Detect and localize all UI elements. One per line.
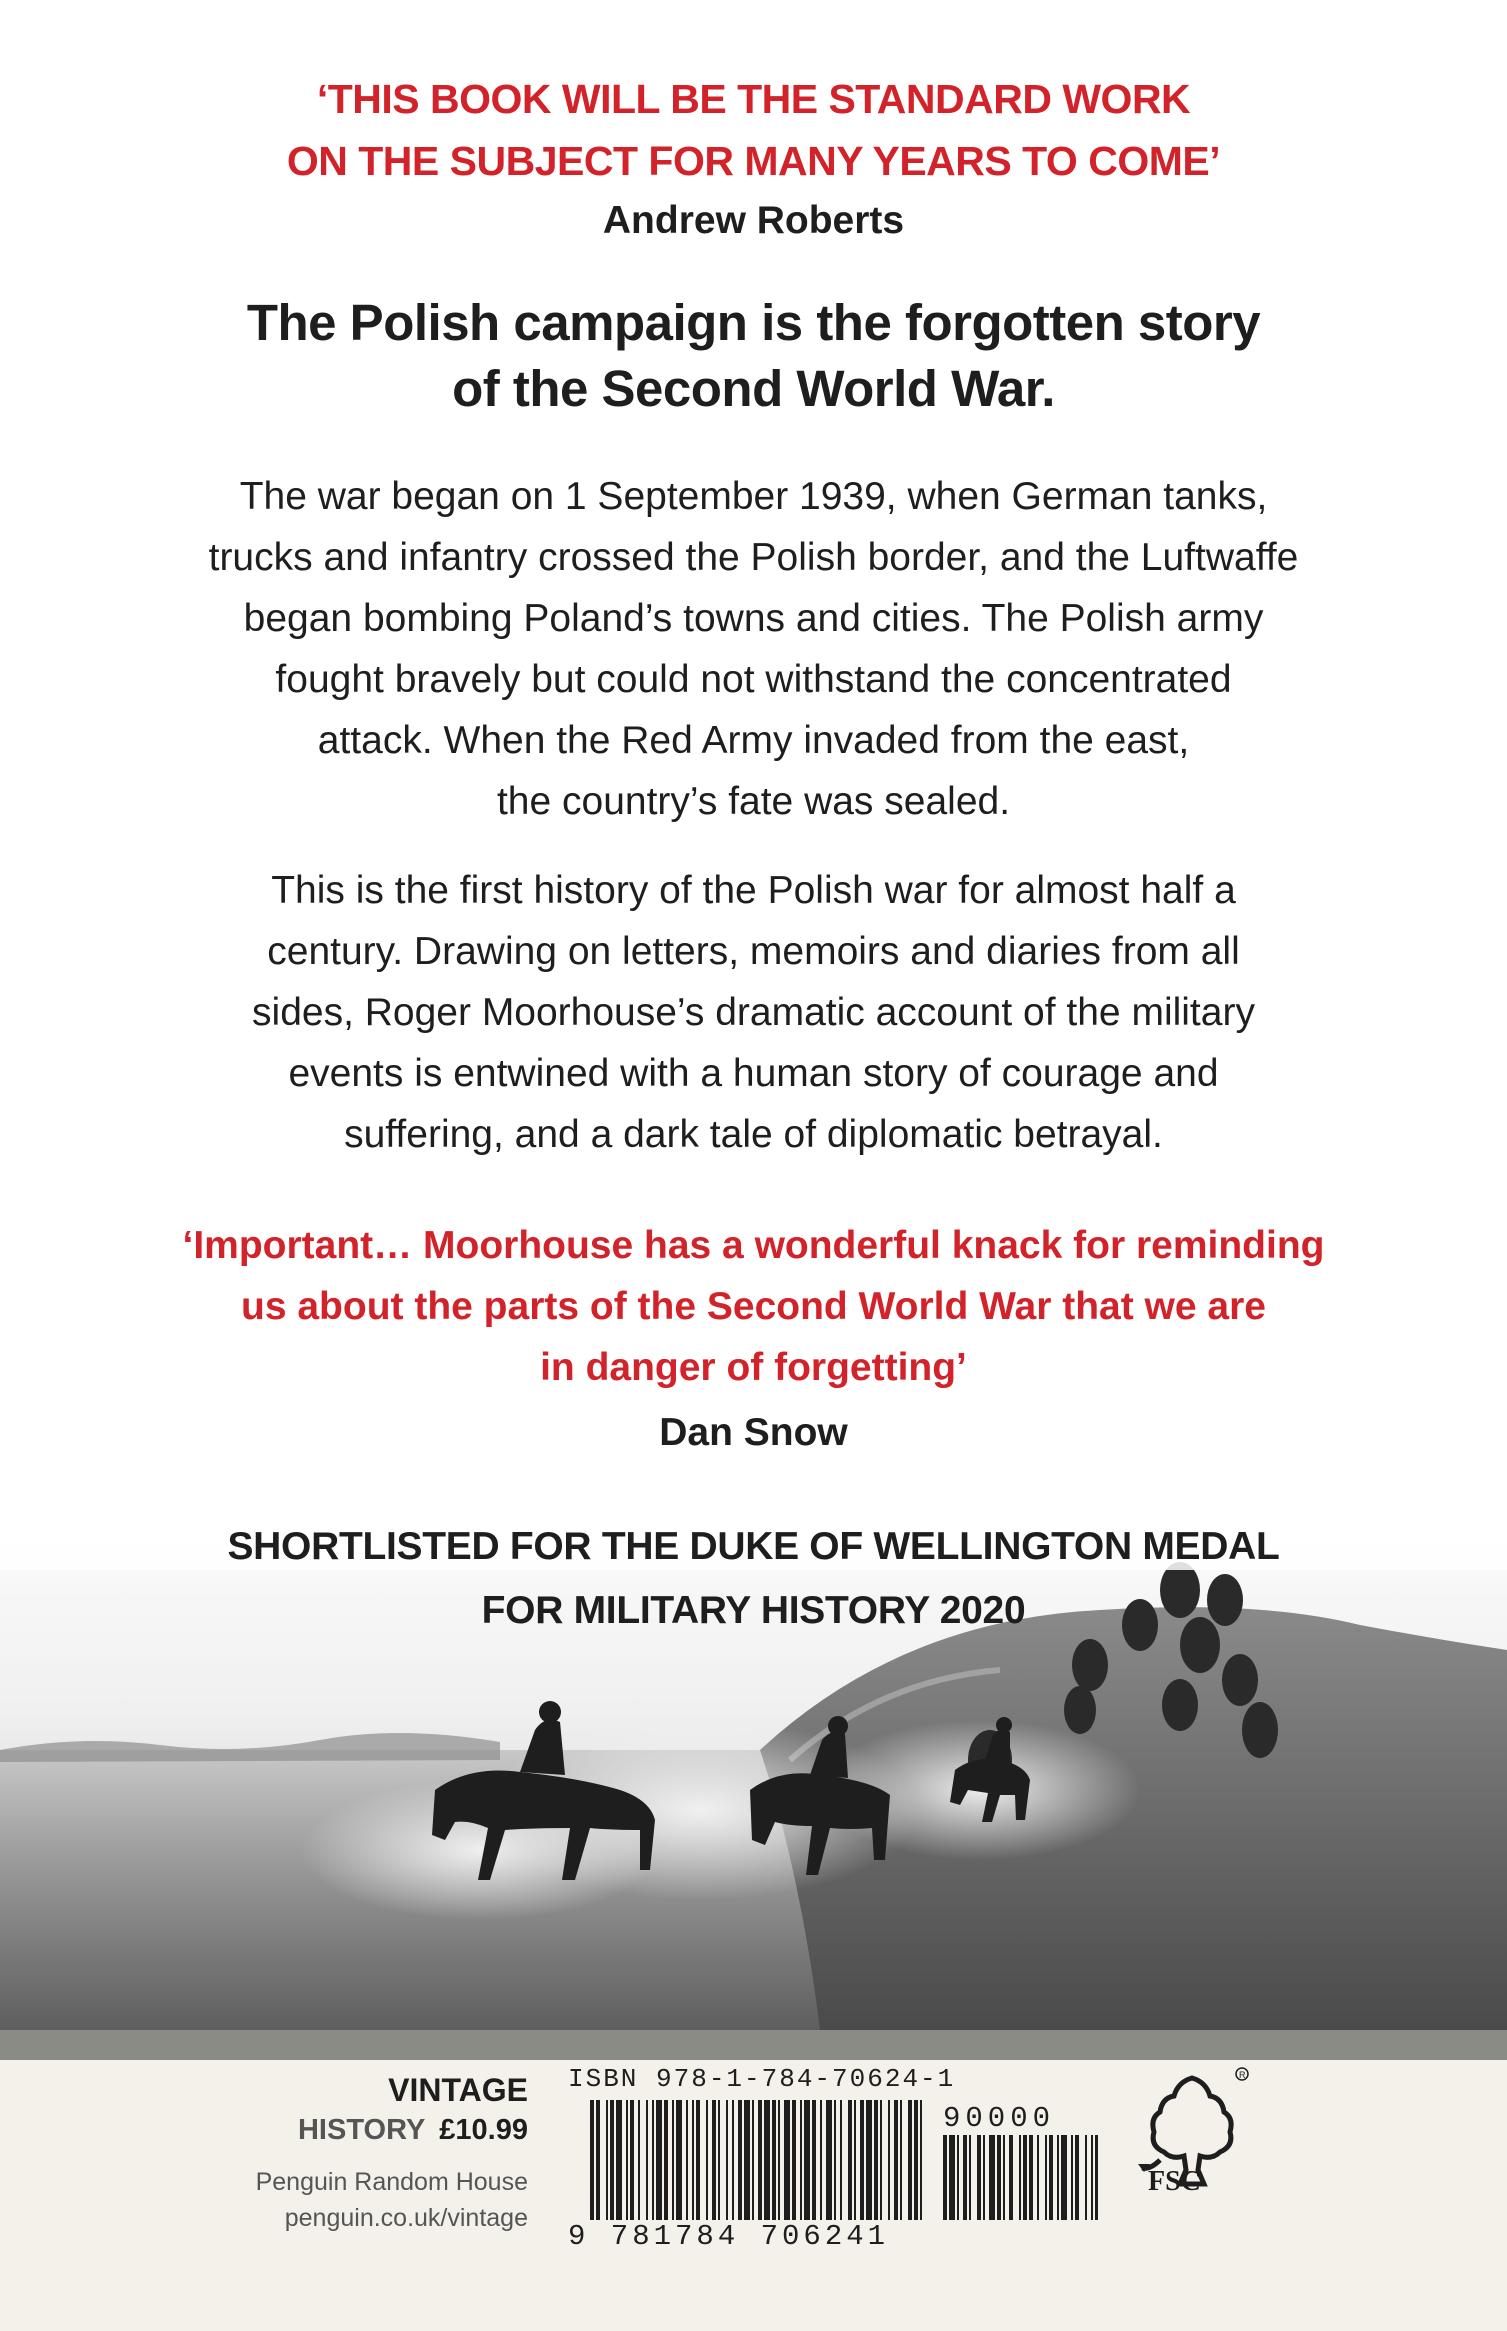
quote-line: us about the parts of the Second World War that we are — [241, 1285, 1266, 1328]
quote-line: in danger of forgetting’ — [540, 1346, 967, 1389]
quote-line: ‘THIS BOOK WILL BE THE STANDARD WORK — [316, 76, 1191, 122]
paragraph-line: fought bravely but could not withstand the concentrated — [275, 658, 1232, 701]
bottom-review-quote — [0, 1215, 1507, 1398]
category-price — [298, 2114, 528, 2147]
price-addon-barcode — [943, 2135, 1098, 2220]
isbn-text: ISBN 978-1-784-70624-1 — [568, 2064, 956, 2094]
isbn-barcode — [590, 2100, 925, 2220]
paragraph-line: trucks and infantry crossed the Polish border, and the Luftwaffe — [208, 536, 1299, 579]
headline-line: of the Second World War. — [452, 360, 1055, 417]
addon-digits: 90000 — [943, 2102, 1056, 2135]
bottom-quote-attribution: Dan Snow — [659, 1411, 848, 1454]
blurb-paragraph-1 — [0, 466, 1507, 832]
blurb-paragraph-2 — [0, 860, 1507, 1165]
paragraph-line: the country’s fate was sealed. — [496, 780, 1011, 823]
paragraph-line: events is entwined with a human story of courage and — [288, 1052, 1219, 1095]
category: HISTORY — [297, 2114, 426, 2146]
paragraph-line: sides, Roger Moorhouse’s dramatic account of the military — [252, 991, 1255, 1034]
publisher-url: penguin.co.uk/vintage — [284, 2204, 528, 2232]
paragraph-line: This is the first history of the Polish war for almost half a — [271, 869, 1236, 912]
award-line: FOR MILITARY HISTORY 2020 — [481, 1589, 1026, 1632]
publisher-block — [150, 2060, 528, 2280]
price: £10.99 — [439, 2114, 528, 2146]
barcode-digits: 9 781784 706241 — [568, 2220, 890, 2253]
publisher-name: VINTAGE — [388, 2072, 528, 2108]
paragraph-line: began bombing Poland’s towns and cities. The Polish army — [243, 597, 1264, 640]
svg-text:R: R — [1239, 2070, 1246, 2080]
paragraph-line: suffering, and a dark tale of diplomatic betrayal. — [344, 1113, 1163, 1156]
headline-line: The Polish campaign is the forgotten story — [246, 294, 1261, 351]
quote-line: ‘Important… Moorhouse has a wonderful knack for reminding — [182, 1224, 1325, 1267]
fsc-label: FSC — [1148, 2166, 1201, 2197]
quote-line: ON THE SUBJECT FOR MANY YEARS TO COME’ — [286, 138, 1221, 184]
footer-divider-band — [0, 2030, 1507, 2060]
top-quote-attribution: Andrew Roberts — [602, 199, 905, 242]
award-shortlist — [0, 1515, 1507, 1643]
award-line: SHORTLISTED FOR THE DUKE OF WELLINGTON MEDAL — [227, 1525, 1280, 1568]
top-review-quote — [0, 68, 1507, 192]
paragraph-line: attack. When the Red Army invaded from the east, — [317, 719, 1190, 762]
headline — [0, 290, 1507, 422]
publisher-house: Penguin Random House — [255, 2168, 528, 2196]
paragraph-line: century. Drawing on letters, memoirs and diaries from all — [267, 930, 1240, 973]
paragraph-line: The war began on 1 September 1939, when German tanks, — [239, 475, 1268, 518]
